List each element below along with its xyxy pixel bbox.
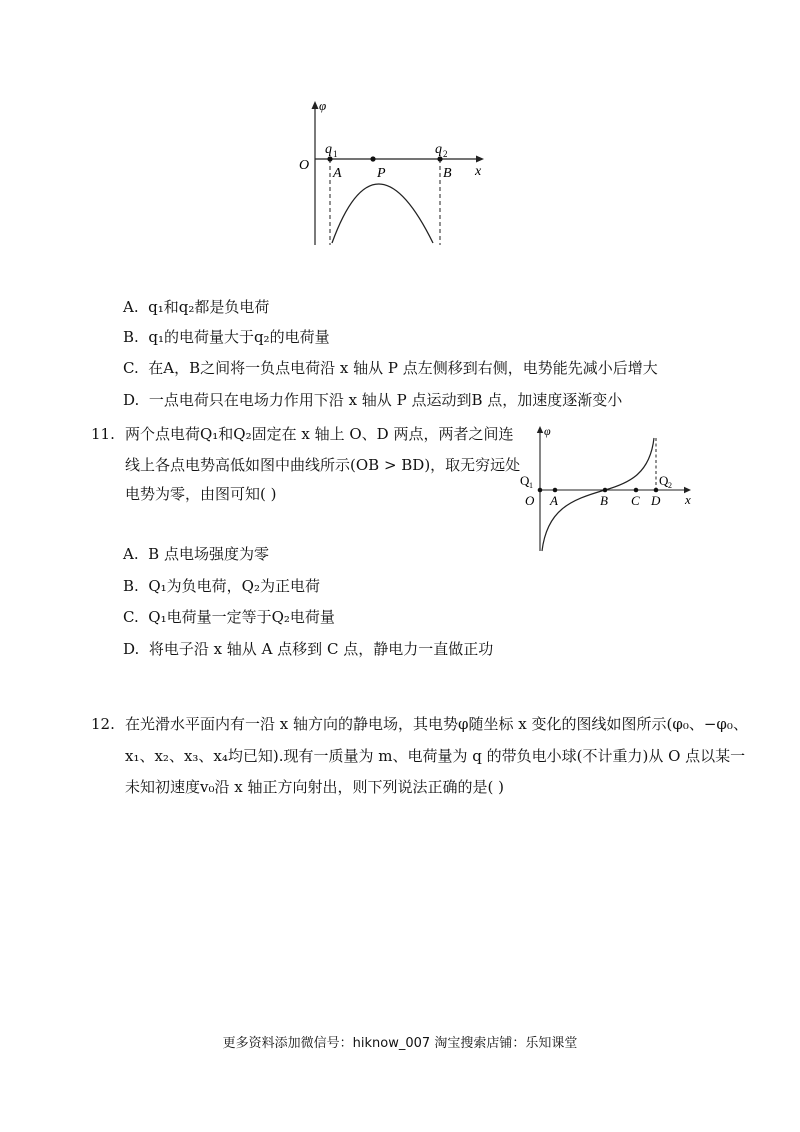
charge-q2-label xyxy=(659,473,672,490)
point-d-dot xyxy=(654,488,659,493)
q11-option-b: B. Q₁为负电荷，Q₂为正电荷 xyxy=(123,577,320,595)
point-a-dot xyxy=(553,488,558,493)
q10-option-c: C. 在A，B之间将一负点电荷沿 x 轴从 P 点左侧移到右侧，电势能先减小后增大 xyxy=(123,359,658,377)
point-b-label: B xyxy=(443,166,452,181)
svg-text:q: q xyxy=(325,142,332,157)
q12-stem-line-3: 未知初速度v₀沿 x 轴正方向射出，则下列说法正确的是( ) xyxy=(125,778,504,796)
charge-q1-label xyxy=(520,473,533,490)
point-p-dot xyxy=(370,156,375,161)
svg-text:1: 1 xyxy=(529,481,533,490)
x-axis-arrow xyxy=(476,156,484,163)
charge-q2-dot xyxy=(437,156,442,161)
origin-label: O xyxy=(299,158,310,173)
potential-curve xyxy=(332,184,433,243)
q10-option-d: D. 一点电荷只在电场力作用下沿 x 轴从 P 点运动到B 点，加速度逐渐变小 xyxy=(123,391,623,409)
q12-stem-line-2: x₁、x₂、x₃、x₄均已知).现有一质量为 m、电荷量为 q 的带负电小球(不计重力)从 O 点以某一 xyxy=(125,747,746,765)
y-axis-label: φ xyxy=(544,424,551,438)
svg-text:Q: Q xyxy=(659,473,669,488)
q11-option-d: D. 将电子沿 x 轴从 A 点移到 C 点，静电力一直做正功 xyxy=(123,640,494,658)
q10-option-b: B. q₁的电荷量大于q₂的电荷量 xyxy=(123,328,330,346)
point-a-label: A xyxy=(550,493,558,508)
point-o-label: O xyxy=(525,493,535,508)
charge-q1-dot xyxy=(327,156,332,161)
point-d-label: D xyxy=(651,493,661,508)
q11-stem-line-2: 线上各点电势高低如图中曲线所示(OB > BD)，取无穷远处 xyxy=(125,456,521,474)
q10-potential-graph xyxy=(290,95,500,255)
y-axis-arrow xyxy=(537,426,543,433)
svg-text:Q: Q xyxy=(520,473,530,488)
q11-stem-line-1: 两个点电荷Q₁和Q₂固定在 x 轴上 O、D 两点，两者之间连 xyxy=(125,425,514,443)
point-b-label: B xyxy=(600,493,608,508)
svg-text:2: 2 xyxy=(668,481,672,490)
svg-text:q: q xyxy=(435,142,442,157)
svg-text:1: 1 xyxy=(333,149,338,159)
page-footer: 更多资料添加微信号：hiknow_007 淘宝搜索店铺：乐知课堂 xyxy=(222,1036,578,1051)
x-axis-label: x xyxy=(475,164,482,179)
q11-option-c: C. Q₁电荷量一定等于Q₂电荷量 xyxy=(123,608,335,626)
point-c-dot xyxy=(634,488,639,493)
q12-number: 12. xyxy=(91,715,115,733)
point-p-label: P xyxy=(377,166,386,181)
charge-q2-label xyxy=(435,142,448,159)
y-axis-label: φ xyxy=(319,98,327,113)
y-axis-arrow xyxy=(312,101,319,109)
x-axis-label: x xyxy=(685,492,691,507)
q12-stem-line-1: 在光滑水平面内有一沿 x 轴方向的静电场，其电势φ随坐标 x 变化的图线如图所示(φ₀、−φ₀、 xyxy=(125,715,748,733)
svg-text:2: 2 xyxy=(443,149,448,159)
point-a-label: A xyxy=(333,166,342,181)
q11-stem-line-3: 电势为零，由图可知( ) xyxy=(125,485,277,503)
point-c-label: C xyxy=(631,493,640,508)
q11-option-a: A. B 点电场强度为零 xyxy=(123,545,269,563)
q11-potential-graph xyxy=(515,418,700,558)
point-b-dot xyxy=(603,488,608,493)
charge-q1-label xyxy=(325,142,338,159)
q10-option-a: A. q₁和q₂都是负电荷 xyxy=(123,298,270,316)
q11-number: 11. xyxy=(91,425,115,443)
point-o-dot xyxy=(538,488,543,493)
